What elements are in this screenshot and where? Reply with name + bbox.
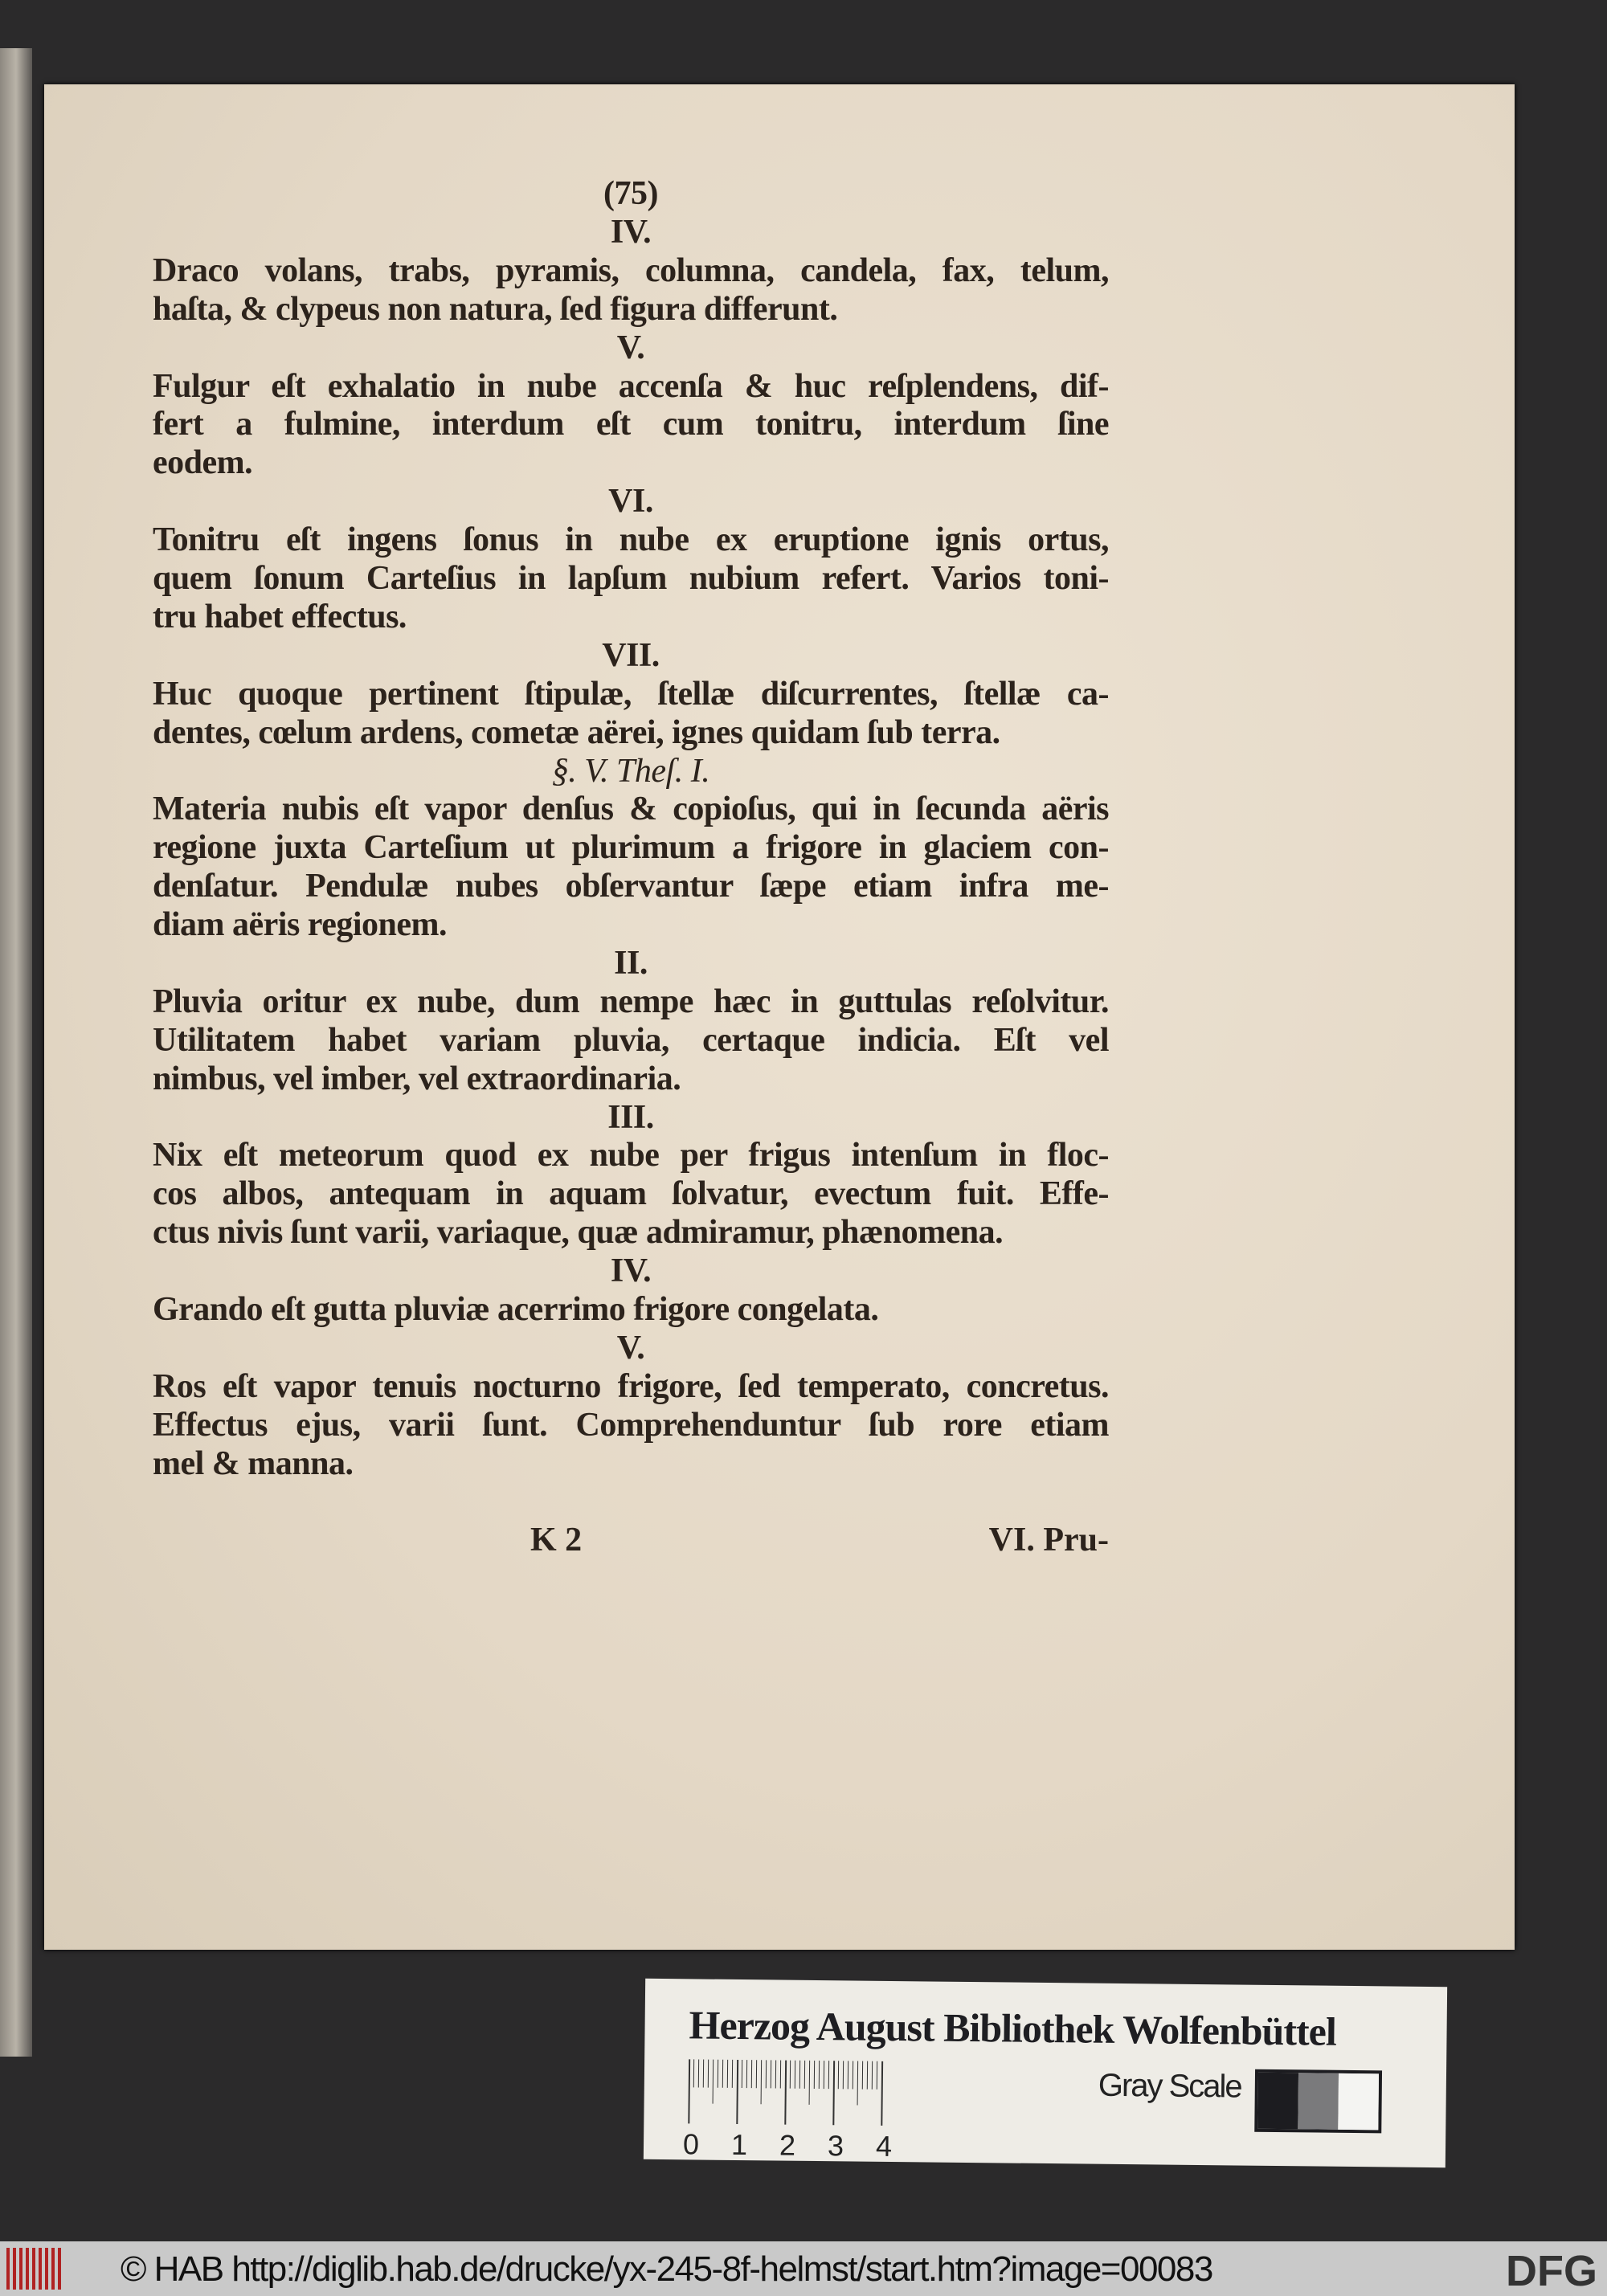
swatch-gray (1298, 2073, 1339, 2130)
text-line: denſatur. Pendulæ nubes obſervantur ſæpe etiam infra me- (153, 868, 1109, 905)
ruler-tick (819, 2061, 820, 2089)
ruler-tick (736, 2060, 738, 2124)
ruler-tick (722, 2060, 723, 2088)
ruler-tick (867, 2061, 868, 2090)
ruler-tick (862, 2061, 863, 2090)
gray-scale-label: Gray Scale (1098, 2067, 1241, 2105)
text-line: ctus nivis ſunt varii, variaque, quæ admiramur, phænomena. (153, 1214, 1004, 1252)
previous-page-edge (0, 48, 32, 2057)
ruler-tick (727, 2060, 728, 2088)
ruler-tick (746, 2060, 747, 2088)
section-heading: V. (616, 1329, 645, 1367)
section-heading: IV. (610, 213, 652, 251)
text-line: cos albos, antequam in aquam ſolvatur, evectum fuit. Effe- (153, 1175, 1109, 1213)
dfg-logo: DFG (1506, 2247, 1597, 2295)
text-line: quem ſonum Carteſius in lapſum nubium refert. Varios toni- (153, 560, 1109, 597)
section-heading: IV. (610, 1252, 652, 1290)
section-heading: VI. (608, 483, 653, 521)
text-line: Pluvia oritur ex nube, dum nempe hæc in guttulas reſolvitur. (153, 983, 1109, 1020)
text-line: nimbus, vel imber, vel extraordinaria. (153, 1060, 681, 1097)
ruler-tick (761, 2060, 763, 2104)
text-line: Grando eſt gutta pluviæ acerrimo frigore congelata. (153, 1291, 879, 1329)
ruler-tick (828, 2061, 829, 2089)
text-line: Ros eſt vapor tenuis nocturno frigore, ſed temperato, concretus. (153, 1367, 1109, 1405)
ruler-tick (688, 2059, 690, 2123)
text-line: Nix eſt meteorum quod ex nube per frigus intenſum in floc- (153, 1137, 1109, 1175)
text-line: diam aëris regionem. (153, 906, 447, 944)
page-number: (75) (603, 175, 658, 212)
text-line: haſta, & clypeus non natura, ſed figura differunt. (153, 290, 838, 328)
gray-scale-swatch (1254, 2069, 1382, 2134)
ruler-tick (693, 2059, 694, 2087)
hab-logo-icon (6, 2248, 63, 2290)
footer-bar (0, 2241, 1607, 2296)
text-line: tru habet effectus. (153, 598, 407, 635)
ruler-number: 3 (827, 2129, 844, 2163)
ruler-tick (832, 2061, 835, 2125)
ruler-tick (857, 2061, 859, 2106)
text-line: Draco volans, trabs, pyramis, columna, candela, fax, telum, (153, 251, 1109, 289)
ruler-tick (703, 2060, 704, 2088)
ruler-tick (698, 2059, 699, 2087)
swatch-white (1338, 2073, 1379, 2131)
text-line: Materia nubis eſt vapor denſus & copioſus, qui in ſecunda aëris (153, 791, 1109, 828)
section-heading: VII. (602, 636, 660, 674)
section-heading: V. (616, 329, 645, 366)
ruler-tick (780, 2061, 781, 2089)
ruler-number: 4 (875, 2129, 893, 2163)
page-text (153, 175, 1109, 1484)
section-heading: III. (607, 1098, 654, 1136)
text-line: Huc quoque pertinent ſtipulæ, ſtellæ diſcurrentes, ſtellæ ca- (153, 675, 1109, 713)
text-line: eodem. (153, 444, 253, 482)
text-line: Fulgur eſt exhalatio in nube accenſa & huc reſplendens, dif- (153, 367, 1109, 405)
ruler-tick (872, 2061, 873, 2090)
ruler-tick (708, 2060, 709, 2088)
ruler-tick (814, 2061, 815, 2089)
text-line: Utilitatem habet variam pluvia, certaque indicia. Eſt vel (153, 1021, 1109, 1059)
ruler-tick (732, 2060, 733, 2088)
section-heading: II. (614, 944, 648, 982)
page-footer (530, 1521, 1109, 1559)
ruler (682, 2059, 946, 2163)
section-heading: §. V. Theſ. I. (551, 752, 710, 790)
ruler-tick (790, 2061, 791, 2089)
source-url[interactable]: © HAB http://diglib.hab.de/drucke/yx-245-8f-helmst/start.htm?image=00083 (121, 2249, 1212, 2289)
library-name: Herzog August Bibliothek Wolfenbüttel (689, 2002, 1337, 2054)
library-color-card (644, 1979, 1447, 2167)
ruler-tick (751, 2060, 752, 2088)
ruler-tick (804, 2061, 805, 2089)
ruler-tick (713, 2060, 714, 2104)
ruler-tick (775, 2060, 776, 2088)
swatch-black (1257, 2073, 1298, 2130)
ruler-number: 1 (730, 2127, 748, 2162)
text-line: regione juxta Carteſium ut plurimum a frigore in glaciem con- (153, 829, 1109, 867)
text-line: Tonitru eſt ingens ſonus in nube ex eruptione ignis ortus, (153, 521, 1109, 559)
ruler-tick (766, 2060, 767, 2088)
ruler-tick (838, 2061, 839, 2089)
text-line: Effectus ejus, varii ſunt. Comprehenduntur ſub rore etiam (153, 1406, 1109, 1444)
signature-mark: K 2 (530, 1522, 583, 1559)
ruler-tick (756, 2060, 757, 2088)
ruler-tick (809, 2061, 811, 2105)
text-line: dentes, cœlum ardens, cometæ aërei, ignes quidam ſub terra. (153, 713, 1000, 751)
text-line: fert a fulmine, interdum eſt cum tonitru, interdum ſine (153, 406, 1109, 443)
text-blocks (153, 214, 1109, 1484)
ruler-tick (784, 2061, 787, 2125)
catchword: VI. Pru- (988, 1522, 1109, 1559)
text-line: mel & manna. (153, 1444, 354, 1482)
ruler-number: 2 (779, 2128, 796, 2162)
ruler-number: 0 (682, 2127, 700, 2161)
ruler-tick (843, 2061, 844, 2089)
ruler-tick (881, 2061, 883, 2126)
ruler-tick (799, 2061, 800, 2089)
